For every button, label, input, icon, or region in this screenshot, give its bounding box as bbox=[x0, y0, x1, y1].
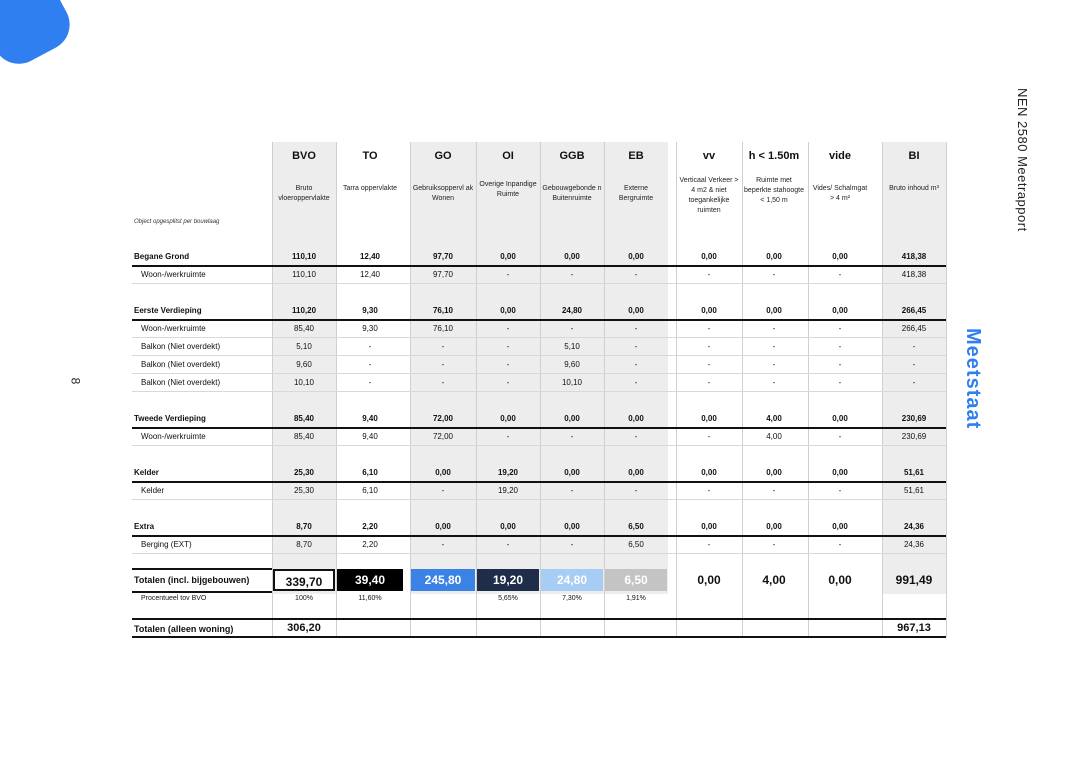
table-cell: 6,10 bbox=[362, 486, 378, 495]
sub-row-label: Kelder bbox=[141, 486, 165, 495]
table-cell: 2,20 bbox=[362, 540, 378, 549]
column-divider bbox=[676, 142, 677, 637]
table-cell: - bbox=[838, 540, 842, 549]
table-cell: 0,00 bbox=[628, 252, 644, 261]
column-desc-3: Overige Inpandige Ruimte bbox=[479, 181, 537, 198]
table-cell: - bbox=[634, 324, 638, 333]
percent-cell: 7,30% bbox=[562, 595, 582, 602]
table-cell: 8,70 bbox=[296, 522, 312, 531]
table-cell: 0,00 bbox=[832, 306, 848, 315]
totals-home-cell bbox=[410, 619, 476, 637]
table-cell: - bbox=[570, 324, 574, 333]
table-cell: 12,40 bbox=[359, 270, 381, 279]
table-cell: - bbox=[441, 342, 445, 351]
table-cell: 0,00 bbox=[766, 468, 782, 477]
table-cell: 9,30 bbox=[362, 306, 378, 315]
group-row-label: Extra bbox=[134, 522, 155, 531]
table-cell: 0,00 bbox=[628, 306, 644, 315]
totals-cell: 339,70 bbox=[273, 569, 335, 591]
table-cell: 19,20 bbox=[497, 486, 519, 495]
table-cell: 12,40 bbox=[359, 252, 381, 261]
table-cell: 24,80 bbox=[561, 306, 583, 315]
object-label: Object opgesplitst per bouwlaag bbox=[134, 219, 220, 225]
table-cell: 110,10 bbox=[291, 252, 317, 261]
totals-line bbox=[132, 568, 272, 570]
table-cell: 0,00 bbox=[832, 252, 848, 261]
table-cell: 2,20 bbox=[362, 522, 378, 531]
table-cell: 0,00 bbox=[766, 306, 782, 315]
table-cell: 0,00 bbox=[832, 414, 848, 423]
table-cell: 0,00 bbox=[701, 522, 717, 531]
column-divider bbox=[336, 142, 337, 637]
table-cell: 4,00 bbox=[766, 432, 782, 441]
table-cell: 25,30 bbox=[293, 468, 315, 477]
row-line bbox=[132, 355, 946, 356]
table-cell: - bbox=[838, 486, 842, 495]
table-cell: - bbox=[634, 486, 638, 495]
row-line bbox=[132, 553, 946, 554]
table-cell: - bbox=[441, 486, 445, 495]
percent-cell: 11,60% bbox=[358, 595, 382, 602]
totals-cell: 0,00 bbox=[697, 573, 721, 587]
percent-cell: 5,65% bbox=[498, 595, 518, 602]
table-cell: 110,10 bbox=[292, 270, 316, 279]
table-cell: 4,00 bbox=[766, 414, 782, 423]
table-cell: 85,40 bbox=[293, 324, 315, 333]
table-cell: - bbox=[570, 486, 574, 495]
table-cell: 9,60 bbox=[296, 360, 312, 369]
column-divider bbox=[742, 142, 743, 637]
table-cell: 0,00 bbox=[435, 468, 451, 477]
table-cell: 0,00 bbox=[766, 522, 782, 531]
table-cell: - bbox=[634, 360, 638, 369]
table-cell: 85,40 bbox=[293, 432, 315, 441]
table-cell: 0,00 bbox=[701, 252, 717, 261]
column-divider bbox=[604, 142, 605, 637]
table-cell: 9,60 bbox=[564, 360, 580, 369]
table-cell: 0,00 bbox=[435, 522, 451, 531]
table-cell: 76,10 bbox=[432, 306, 454, 315]
table-cell: 418,38 bbox=[901, 270, 927, 279]
column-desc-7: Ruimte met beperkte stahoogte < 1,50 m bbox=[744, 177, 804, 204]
table-cell: 8,70 bbox=[296, 540, 312, 549]
totals-home-cell bbox=[676, 619, 742, 637]
column-divider bbox=[808, 142, 809, 637]
row-line bbox=[132, 265, 946, 267]
percent-cell: 100% bbox=[295, 595, 313, 602]
table-cell: 5,10 bbox=[564, 342, 580, 351]
totals-home-cell bbox=[336, 619, 404, 637]
totals-cell: 19,20 bbox=[477, 569, 539, 591]
table-cell: - bbox=[570, 270, 574, 279]
table-cell: 97,70 bbox=[432, 252, 454, 261]
column-header-2: GO bbox=[434, 150, 452, 162]
table-cell: 6,50 bbox=[628, 522, 644, 531]
table-cell: - bbox=[707, 540, 711, 549]
table-cell: - bbox=[912, 360, 916, 369]
table-cell: - bbox=[772, 270, 776, 279]
table-cell: 0,00 bbox=[832, 522, 848, 531]
table-cell: 0,00 bbox=[701, 414, 717, 423]
totals-home-cell bbox=[604, 619, 668, 637]
totals-cell: 991,49 bbox=[895, 573, 933, 587]
column-divider bbox=[410, 142, 411, 637]
corner-logo-shape bbox=[0, 0, 79, 73]
totals-home-line bbox=[132, 636, 946, 638]
table-cell: - bbox=[772, 486, 776, 495]
percent-label: Procentueel tov BVO bbox=[141, 595, 207, 602]
totals-home-cell bbox=[742, 619, 806, 637]
table-cell: 72,00 bbox=[432, 432, 454, 441]
page-number: 8 bbox=[68, 377, 83, 385]
table-cell: 0,00 bbox=[500, 306, 516, 315]
sub-row-label: Berging (EXT) bbox=[141, 540, 192, 549]
column-header-4: GGB bbox=[559, 150, 585, 162]
table-cell: - bbox=[506, 342, 510, 351]
column-header-1: TO bbox=[362, 150, 378, 162]
table-cell: - bbox=[838, 378, 842, 387]
sub-row-label: Balkon (Niet overdekt) bbox=[141, 342, 221, 351]
row-line bbox=[132, 499, 946, 500]
totals-label: Totalen (incl. bijgebouwen) bbox=[134, 575, 250, 585]
sub-row-label: Balkon (Niet overdekt) bbox=[141, 360, 221, 369]
table-cell: 0,00 bbox=[564, 522, 580, 531]
table-cell: - bbox=[506, 378, 510, 387]
table-cell: 0,00 bbox=[500, 252, 516, 261]
totals-home-cell: 967,13 bbox=[897, 622, 931, 634]
table-cell: - bbox=[570, 540, 574, 549]
column-desc-4: Gebouwgebonde n Buitenruimte bbox=[542, 185, 602, 202]
table-cell: - bbox=[368, 378, 372, 387]
column-divider bbox=[272, 142, 273, 637]
table-cell: 266,45 bbox=[901, 324, 927, 333]
totals-cell: 24,80 bbox=[541, 569, 603, 591]
table-cell: 0,00 bbox=[564, 252, 580, 261]
table-cell: 230,69 bbox=[901, 432, 927, 441]
row-line bbox=[132, 391, 946, 392]
table-cell: 51,61 bbox=[903, 468, 925, 477]
table-cell: 5,10 bbox=[296, 342, 312, 351]
group-row-label: Begane Grond bbox=[134, 252, 190, 261]
totals-home-cell bbox=[808, 619, 872, 637]
table-cell: 6,10 bbox=[362, 468, 378, 477]
table-cell: - bbox=[912, 378, 916, 387]
table-cell: - bbox=[506, 324, 510, 333]
table-cell: 0,00 bbox=[500, 522, 516, 531]
table-cell: - bbox=[634, 270, 638, 279]
table-cell: 230,69 bbox=[901, 414, 927, 423]
column-desc-0: Bruto vloeroppervlakte bbox=[278, 185, 330, 202]
row-line bbox=[132, 373, 946, 374]
table-cell: 266,45 bbox=[901, 306, 927, 315]
table-cell: 0,00 bbox=[701, 468, 717, 477]
table-cell: 418,38 bbox=[901, 252, 927, 261]
column-desc-2: Gebruiksoppervl ak Wonen bbox=[412, 185, 474, 202]
row-line bbox=[132, 445, 946, 446]
table-cell: - bbox=[838, 342, 842, 351]
totals-home-label: Totalen (alleen woning) bbox=[134, 624, 234, 634]
table-cell: - bbox=[912, 342, 916, 351]
totals-line bbox=[132, 591, 272, 593]
table-cell: 0,00 bbox=[832, 468, 848, 477]
table-cell: 85,40 bbox=[293, 414, 315, 423]
table-cell: 0,00 bbox=[701, 306, 717, 315]
column-divider bbox=[946, 142, 947, 637]
column-desc-8: Vides/ Schalmgat > 4 m² bbox=[812, 185, 868, 202]
table-cell: - bbox=[570, 432, 574, 441]
table-cell: - bbox=[441, 378, 445, 387]
table-cell: - bbox=[707, 342, 711, 351]
table-cell: 0,00 bbox=[564, 468, 580, 477]
column-header-5: EB bbox=[628, 150, 644, 162]
table-cell: - bbox=[634, 432, 638, 441]
percent-cell: 1,91% bbox=[626, 595, 646, 602]
row-line bbox=[132, 283, 946, 284]
table-cell: - bbox=[634, 342, 638, 351]
table-cell: - bbox=[506, 360, 510, 369]
row-line bbox=[132, 427, 946, 429]
sub-row-label: Woon-/werkruimte bbox=[141, 432, 206, 441]
table-cell: 24,36 bbox=[903, 522, 925, 531]
column-divider bbox=[540, 142, 541, 637]
sub-row-label: Balkon (Niet overdekt) bbox=[141, 378, 221, 387]
table-cell: 0,00 bbox=[500, 414, 516, 423]
table-cell: 10,10 bbox=[561, 378, 583, 387]
table-cell: - bbox=[707, 378, 711, 387]
column-desc-9: Bruto inhoud m³ bbox=[889, 185, 939, 192]
table-cell: - bbox=[772, 378, 776, 387]
table-cell: 0,00 bbox=[628, 414, 644, 423]
group-row-label: Tweede Verdieping bbox=[134, 414, 206, 423]
section-title: Meetstaat bbox=[962, 328, 984, 430]
table-cell: 24,36 bbox=[903, 540, 925, 549]
report-title: NEN 2580 Meetrapport bbox=[1015, 88, 1030, 232]
totals-home-cell: 306,20 bbox=[287, 622, 321, 634]
table-cell: 0,00 bbox=[766, 252, 782, 261]
totals-cell: 0,00 bbox=[828, 573, 852, 587]
totals-home-cell bbox=[540, 619, 604, 637]
row-line bbox=[132, 337, 946, 338]
column-divider bbox=[476, 142, 477, 637]
table-cell: - bbox=[772, 540, 776, 549]
table-cell: 110,20 bbox=[291, 306, 317, 315]
sub-row-label: Woon-/werkruimte bbox=[141, 324, 206, 333]
group-row-label: Kelder bbox=[134, 468, 159, 477]
table-cell: - bbox=[368, 342, 372, 351]
column-desc-6: Verticaal Verkeer > 4 m2 & niet toegankelijke ruimten bbox=[679, 177, 739, 214]
group-row-label: Eerste Verdieping bbox=[134, 306, 202, 315]
table-cell: 9,40 bbox=[362, 432, 378, 441]
table-cell: - bbox=[441, 540, 445, 549]
totals-cell: 6,50 bbox=[605, 569, 667, 591]
table-cell: - bbox=[707, 360, 711, 369]
column-header-3: OI bbox=[502, 150, 514, 162]
table-cell: 10,10 bbox=[293, 378, 315, 387]
table-cell: 9,30 bbox=[362, 324, 378, 333]
table-cell: - bbox=[838, 324, 842, 333]
totals-cell: 245,80 bbox=[411, 569, 475, 591]
table-cell: 72,00 bbox=[432, 414, 454, 423]
table-cell: 76,10 bbox=[432, 324, 454, 333]
column-desc-1: Tarra oppervlakte bbox=[342, 185, 398, 192]
table-cell: - bbox=[707, 324, 711, 333]
table-cell: 97,70 bbox=[432, 270, 454, 279]
table-cell: - bbox=[441, 360, 445, 369]
row-line bbox=[132, 481, 946, 483]
column-header-8: vide bbox=[828, 150, 851, 162]
totals-home-cell bbox=[476, 619, 540, 637]
column-header-0: BVO bbox=[292, 150, 316, 162]
column-header-7: h < 1.50m bbox=[748, 150, 800, 162]
table-cell: 9,40 bbox=[362, 414, 378, 423]
table-cell: - bbox=[707, 432, 711, 441]
table-cell: - bbox=[506, 270, 510, 279]
table-cell: - bbox=[772, 324, 776, 333]
column-header-6: vv bbox=[702, 150, 716, 162]
table-cell: - bbox=[838, 360, 842, 369]
table-cell: - bbox=[838, 270, 842, 279]
table-cell: - bbox=[838, 432, 842, 441]
totals-cell: 4,00 bbox=[762, 573, 786, 587]
table-cell: - bbox=[772, 360, 776, 369]
table-cell: 25,30 bbox=[293, 486, 315, 495]
row-line bbox=[132, 319, 946, 321]
table-cell: - bbox=[634, 378, 638, 387]
table-cell: 0,00 bbox=[564, 414, 580, 423]
table-cell: - bbox=[707, 270, 711, 279]
table-cell: - bbox=[506, 540, 510, 549]
table-cell: - bbox=[368, 360, 372, 369]
table-cell: - bbox=[772, 342, 776, 351]
column-divider bbox=[882, 142, 883, 637]
totals-cell: 39,40 bbox=[337, 569, 403, 591]
column-desc-5: Externe Bergruimte bbox=[618, 185, 654, 202]
table-cell: 19,20 bbox=[497, 468, 519, 477]
table-cell: - bbox=[506, 432, 510, 441]
column-header-9: BI bbox=[908, 150, 920, 162]
table-cell: 0,00 bbox=[628, 468, 644, 477]
table-cell: 51,61 bbox=[903, 486, 925, 495]
table-cell: - bbox=[707, 486, 711, 495]
sub-row-label: Woon-/werkruimte bbox=[141, 270, 206, 279]
row-line bbox=[132, 535, 946, 537]
meetstaat-table bbox=[132, 142, 946, 642]
table-cell: 6,50 bbox=[628, 540, 644, 549]
